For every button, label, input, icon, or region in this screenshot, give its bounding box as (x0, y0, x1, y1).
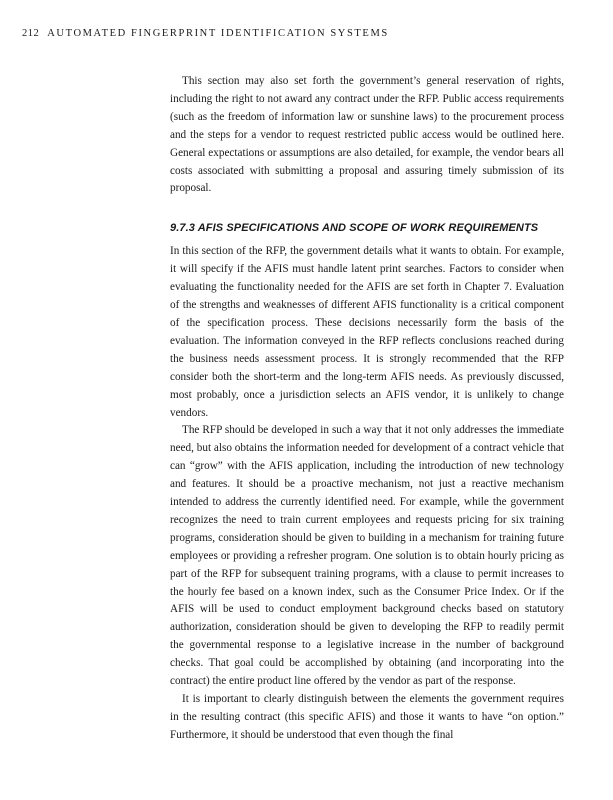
running-title: AUTOMATED FINGERPRINT IDENTIFICATION SYSTEMS (47, 28, 389, 39)
section-heading: 9.7.3 AFIS SPECIFICATIONS AND SCOPE OF WORK REQUIREMENTS (170, 222, 539, 235)
paragraph: In this section of the RFP, the government details what it wants to obtain. For example, it will specify if the AFIS must handle latent print searches. Factors to consider when evaluating the functionality needed for the AFIS are set forth in Chapter 7. Evaluation of the strengths and weaknesses of different AFIS functionality is a critical component of the specification process. These decisions necessarily form the basis of the evaluation. The information conveyed in the RFP reflects conclusions reached during the business needs assessment process. It is strongly recommended that the RFP consider both the short-term and the long-term AFIS needs. As previously discussed, most probably, once a jurisdiction selects an AFIS vendor, it is unlikely to change vendors. (170, 245, 564, 419)
paragraph: It is important to clearly distinguish between the elements the government requires in the resulting contract (this specific AFIS) and those it wants to have “on option.” Furthermore, it should be understood that even though the final (170, 693, 564, 741)
paragraph: This section may also set forth the government’s general reservation of rights, including the right to not award any contract under the RFP. Public access requirements (such as the freedom of information law or sunshine laws) to the procurement process and the steps for a vendor to request restricted public access would be outlined here. General expectations or assumptions are also detailed, for example, the vendor bears all costs associated with submitting a proposal and assuring timely submission of its proposal. (170, 75, 564, 195)
running-head (22, 28, 389, 39)
page-number: 212 (22, 28, 40, 39)
paragraph: The RFP should be developed in such a way that it not only addresses the immediate need, but also obtains the information needed for development of a contract vehicle that can “grow” with the AFIS application, including the introduction of new technology and features. It should be a proactive mechanism, not just a reactive mechanism intended to address the currently identified need. For example, while the government recognizes the need to train current employees and requests pricing for six training programs, consideration should be given to building in a mechanism for training future employees or providing a refresher program. One solution is to obtain hourly pricing as part of the RFP for subsequent training programs, with a clause to permit increases to the hourly fee based on a known index, such as the Consumer Price Index. Or if the AFIS will be used to conduct employment background checks based on statutory authorization, consideration should be given to developing the RFP to readily permit the governmental response to a legislative increase in the number of background checks. That goal could be accomplished by obtaining (and incorporating into the contract) the entire product line offered by the vendor as part of the response. (170, 424, 564, 688)
page-body (170, 73, 564, 745)
